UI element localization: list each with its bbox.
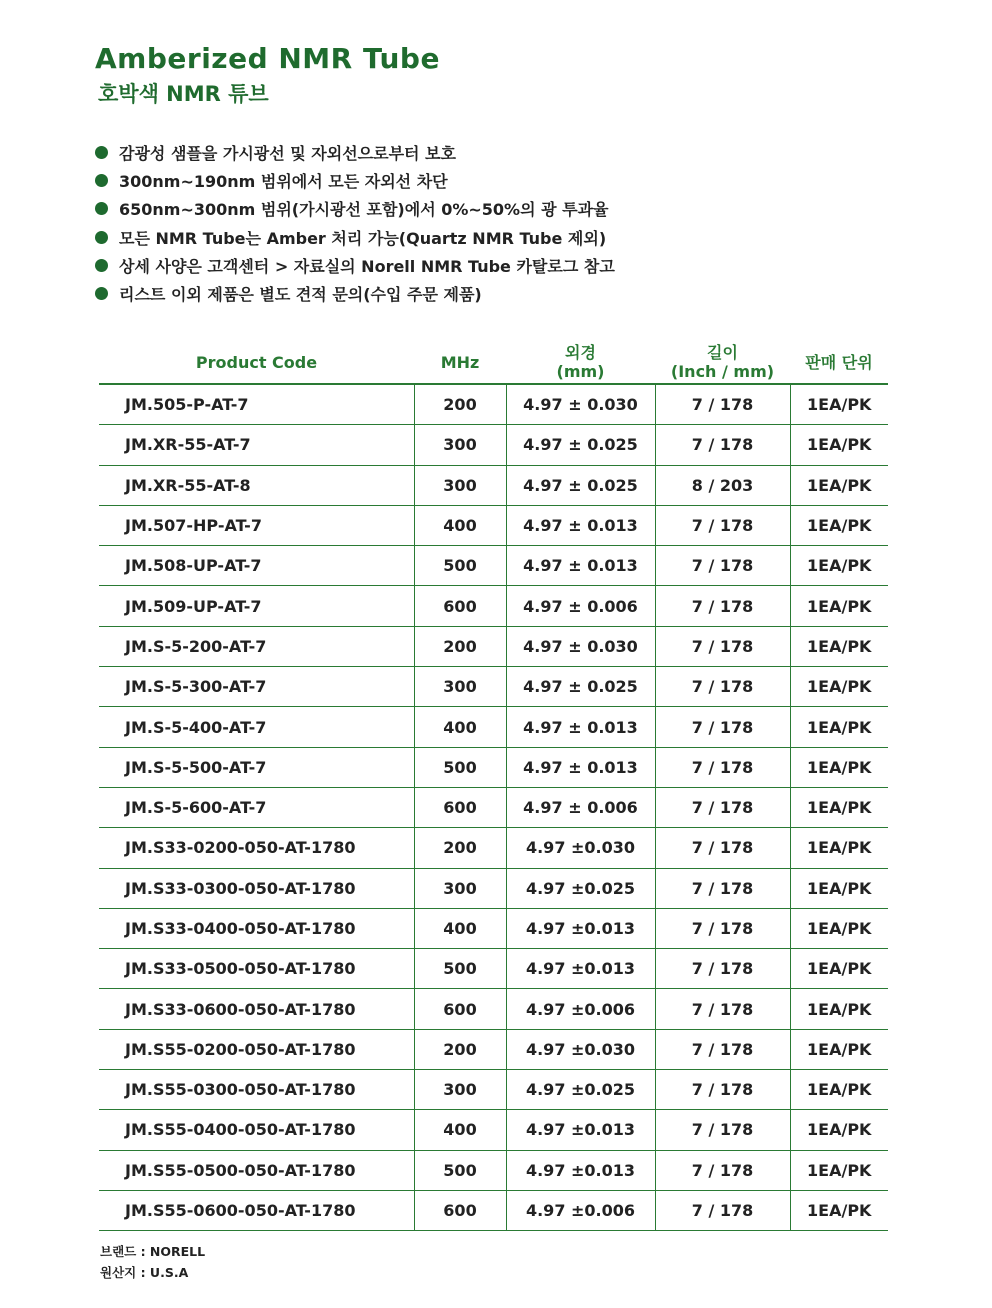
cell-mhz: 500 [414,949,506,989]
cell-product-code: JM.S33-0500-050-AT-1780 [99,949,414,989]
page-title: Amberized NMR Tube [95,42,440,75]
cell-product-code: JM.S-5-500-AT-7 [99,747,414,787]
table-row [99,747,888,787]
cell-product-code: JM.507-HP-AT-7 [99,505,414,545]
cell-sales-unit: 1EA/PK [790,626,888,666]
cell-mhz: 300 [414,465,506,505]
cell-sales-unit: 1EA/PK [790,949,888,989]
table-row [99,425,888,465]
cell-mhz: 600 [414,1190,506,1230]
cell-outer-diameter: 4.97 ±0.030 [506,1029,655,1069]
bullet-dot-icon [95,146,108,159]
header-od-unit: (mm) [556,362,605,381]
product-spec-table [99,341,888,1231]
cell-outer-diameter: 4.97 ±0.006 [506,989,655,1029]
origin-line: 원산지 : U.S.A [100,1265,189,1280]
page-subtitle: 호박색 NMR 튜브 [98,82,269,106]
cell-outer-diameter: 4.97 ± 0.025 [506,667,655,707]
table-row [99,828,888,868]
cell-product-code: JM.S33-0300-050-AT-1780 [99,868,414,908]
bullet-dot-icon [95,287,108,300]
cell-mhz: 200 [414,1029,506,1069]
cell-product-code: JM.S-5-400-AT-7 [99,707,414,747]
cell-length: 7 / 178 [655,787,790,827]
cell-sales-unit: 1EA/PK [790,989,888,1029]
cell-sales-unit: 1EA/PK [790,1110,888,1150]
bullet-dot-icon [95,231,108,244]
cell-length: 7 / 178 [655,1150,790,1190]
cell-outer-diameter: 4.97 ±0.013 [506,1110,655,1150]
table-row [99,1190,888,1230]
cell-product-code: JM.XR-55-AT-7 [99,425,414,465]
cell-mhz: 300 [414,868,506,908]
cell-length: 7 / 178 [655,868,790,908]
cell-product-code: JM.S33-0200-050-AT-1780 [99,828,414,868]
cell-outer-diameter: 4.97 ± 0.013 [506,546,655,586]
header-sales-unit: 판매 단위 [790,341,888,384]
cell-outer-diameter: 4.97 ±0.025 [506,1070,655,1110]
cell-sales-unit: 1EA/PK [790,707,888,747]
cell-outer-diameter: 4.97 ±0.013 [506,1150,655,1190]
cell-mhz: 500 [414,1150,506,1190]
table-body [99,384,888,1231]
cell-sales-unit: 1EA/PK [790,1150,888,1190]
header-outer-diameter [506,341,655,384]
cell-mhz: 500 [414,546,506,586]
feature-text: 상세 사양은 고객센터 > 자료실의 Norell NMR Tube 카탈로그 참고 [119,256,615,276]
cell-sales-unit: 1EA/PK [790,747,888,787]
cell-sales-unit: 1EA/PK [790,868,888,908]
table-row [99,1110,888,1150]
header-product-code: Product Code [99,341,414,384]
cell-length: 7 / 178 [655,384,790,425]
table-row [99,908,888,948]
header-length-unit: (Inch / mm) [670,362,775,381]
table-header-row [99,341,888,384]
cell-outer-diameter: 4.97 ±0.013 [506,949,655,989]
table-row [99,465,888,505]
cell-sales-unit: 1EA/PK [790,828,888,868]
cell-mhz: 200 [414,626,506,666]
cell-length: 7 / 178 [655,908,790,948]
table-row [99,626,888,666]
cell-sales-unit: 1EA/PK [790,505,888,545]
cell-length: 7 / 178 [655,1190,790,1230]
cell-length: 7 / 178 [655,989,790,1029]
cell-length: 7 / 178 [655,707,790,747]
cell-product-code: JM.S-5-600-AT-7 [99,787,414,827]
cell-product-code: JM.S33-0600-050-AT-1780 [99,989,414,1029]
table-row [99,1070,888,1110]
cell-outer-diameter: 4.97 ±0.013 [506,908,655,948]
cell-length: 7 / 178 [655,828,790,868]
cell-product-code: JM.S-5-300-AT-7 [99,667,414,707]
feature-item [95,223,615,251]
cell-outer-diameter: 4.97 ± 0.030 [506,626,655,666]
cell-outer-diameter: 4.97 ± 0.030 [506,384,655,425]
table-row [99,384,888,425]
cell-sales-unit: 1EA/PK [790,546,888,586]
cell-mhz: 300 [414,1070,506,1110]
cell-length: 7 / 178 [655,747,790,787]
cell-sales-unit: 1EA/PK [790,787,888,827]
cell-length: 7 / 178 [655,626,790,666]
feature-item [95,251,615,279]
cell-mhz: 600 [414,787,506,827]
cell-sales-unit: 1EA/PK [790,586,888,626]
bullet-dot-icon [95,259,108,272]
cell-length: 7 / 178 [655,667,790,707]
table-row [99,707,888,747]
cell-outer-diameter: 4.97 ±0.006 [506,1190,655,1230]
brand-line: 브랜드 : NORELL [100,1244,206,1259]
cell-product-code: JM.509-UP-AT-7 [99,586,414,626]
feature-text: 650nm~300nm 범위(가시광선 포함)에서 0%~50%의 광 투과율 [119,200,609,220]
cell-product-code: JM.S55-0300-050-AT-1780 [99,1070,414,1110]
cell-mhz: 200 [414,384,506,425]
cell-sales-unit: 1EA/PK [790,465,888,505]
cell-sales-unit: 1EA/PK [790,1029,888,1069]
cell-length: 7 / 178 [655,1070,790,1110]
table-row [99,949,888,989]
cell-outer-diameter: 4.97 ± 0.025 [506,425,655,465]
cell-mhz: 400 [414,505,506,545]
feature-text: 300nm~190nm 범위에서 모든 자외선 차단 [119,171,448,191]
table-row [99,505,888,545]
cell-sales-unit: 1EA/PK [790,908,888,948]
cell-product-code: JM.S-5-200-AT-7 [99,626,414,666]
cell-product-code: JM.505-P-AT-7 [99,384,414,425]
feature-item [95,138,615,166]
cell-product-code: JM.S33-0400-050-AT-1780 [99,908,414,948]
cell-length: 7 / 178 [655,425,790,465]
feature-item [95,166,615,194]
table-row [99,868,888,908]
cell-sales-unit: 1EA/PK [790,425,888,465]
feature-item [95,279,615,307]
cell-length: 7 / 178 [655,505,790,545]
cell-outer-diameter: 4.97 ± 0.025 [506,465,655,505]
table-row [99,989,888,1029]
cell-sales-unit: 1EA/PK [790,384,888,425]
cell-mhz: 600 [414,989,506,1029]
cell-sales-unit: 1EA/PK [790,1070,888,1110]
cell-length: 8 / 203 [655,465,790,505]
cell-product-code: JM.XR-55-AT-8 [99,465,414,505]
cell-mhz: 500 [414,747,506,787]
table-row [99,1029,888,1069]
cell-mhz: 300 [414,667,506,707]
table-row [99,586,888,626]
header-length [655,341,790,384]
feature-text: 모든 NMR Tube는 Amber 처리 가능(Quartz NMR Tube 제외) [119,228,607,248]
cell-outer-diameter: 4.97 ± 0.013 [506,707,655,747]
cell-outer-diameter: 4.97 ± 0.006 [506,787,655,827]
cell-outer-diameter: 4.97 ±0.025 [506,868,655,908]
header-od-label: 외경 [565,343,596,362]
cell-sales-unit: 1EA/PK [790,667,888,707]
cell-outer-diameter: 4.97 ± 0.013 [506,505,655,545]
cell-outer-diameter: 4.97 ± 0.006 [506,586,655,626]
header-mhz: MHz [414,341,506,384]
cell-length: 7 / 178 [655,949,790,989]
cell-sales-unit: 1EA/PK [790,1190,888,1230]
cell-mhz: 600 [414,586,506,626]
cell-outer-diameter: 4.97 ± 0.013 [506,747,655,787]
feature-item [95,195,615,223]
cell-mhz: 400 [414,707,506,747]
table-row [99,787,888,827]
cell-mhz: 400 [414,1110,506,1150]
feature-list [95,138,615,308]
footer-info [100,1241,205,1283]
cell-length: 7 / 178 [655,546,790,586]
cell-mhz: 200 [414,828,506,868]
cell-length: 7 / 178 [655,1029,790,1069]
table-row [99,667,888,707]
cell-product-code: JM.S55-0200-050-AT-1780 [99,1029,414,1069]
cell-length: 7 / 178 [655,586,790,626]
cell-mhz: 400 [414,908,506,948]
bullet-dot-icon [95,174,108,187]
cell-product-code: JM.508-UP-AT-7 [99,546,414,586]
cell-length: 7 / 178 [655,1110,790,1150]
table-row [99,1150,888,1190]
header-length-label: 길이 [707,343,738,362]
cell-mhz: 300 [414,425,506,465]
cell-product-code: JM.S55-0600-050-AT-1780 [99,1190,414,1230]
feature-text: 감광성 샘플을 가시광선 및 자외선으로부터 보호 [119,143,456,163]
cell-product-code: JM.S55-0500-050-AT-1780 [99,1150,414,1190]
table-row [99,546,888,586]
feature-text: 리스트 이외 제품은 별도 견적 문의(수입 주문 제품) [119,285,482,305]
bullet-dot-icon [95,202,108,215]
cell-product-code: JM.S55-0400-050-AT-1780 [99,1110,414,1150]
cell-outer-diameter: 4.97 ±0.030 [506,828,655,868]
